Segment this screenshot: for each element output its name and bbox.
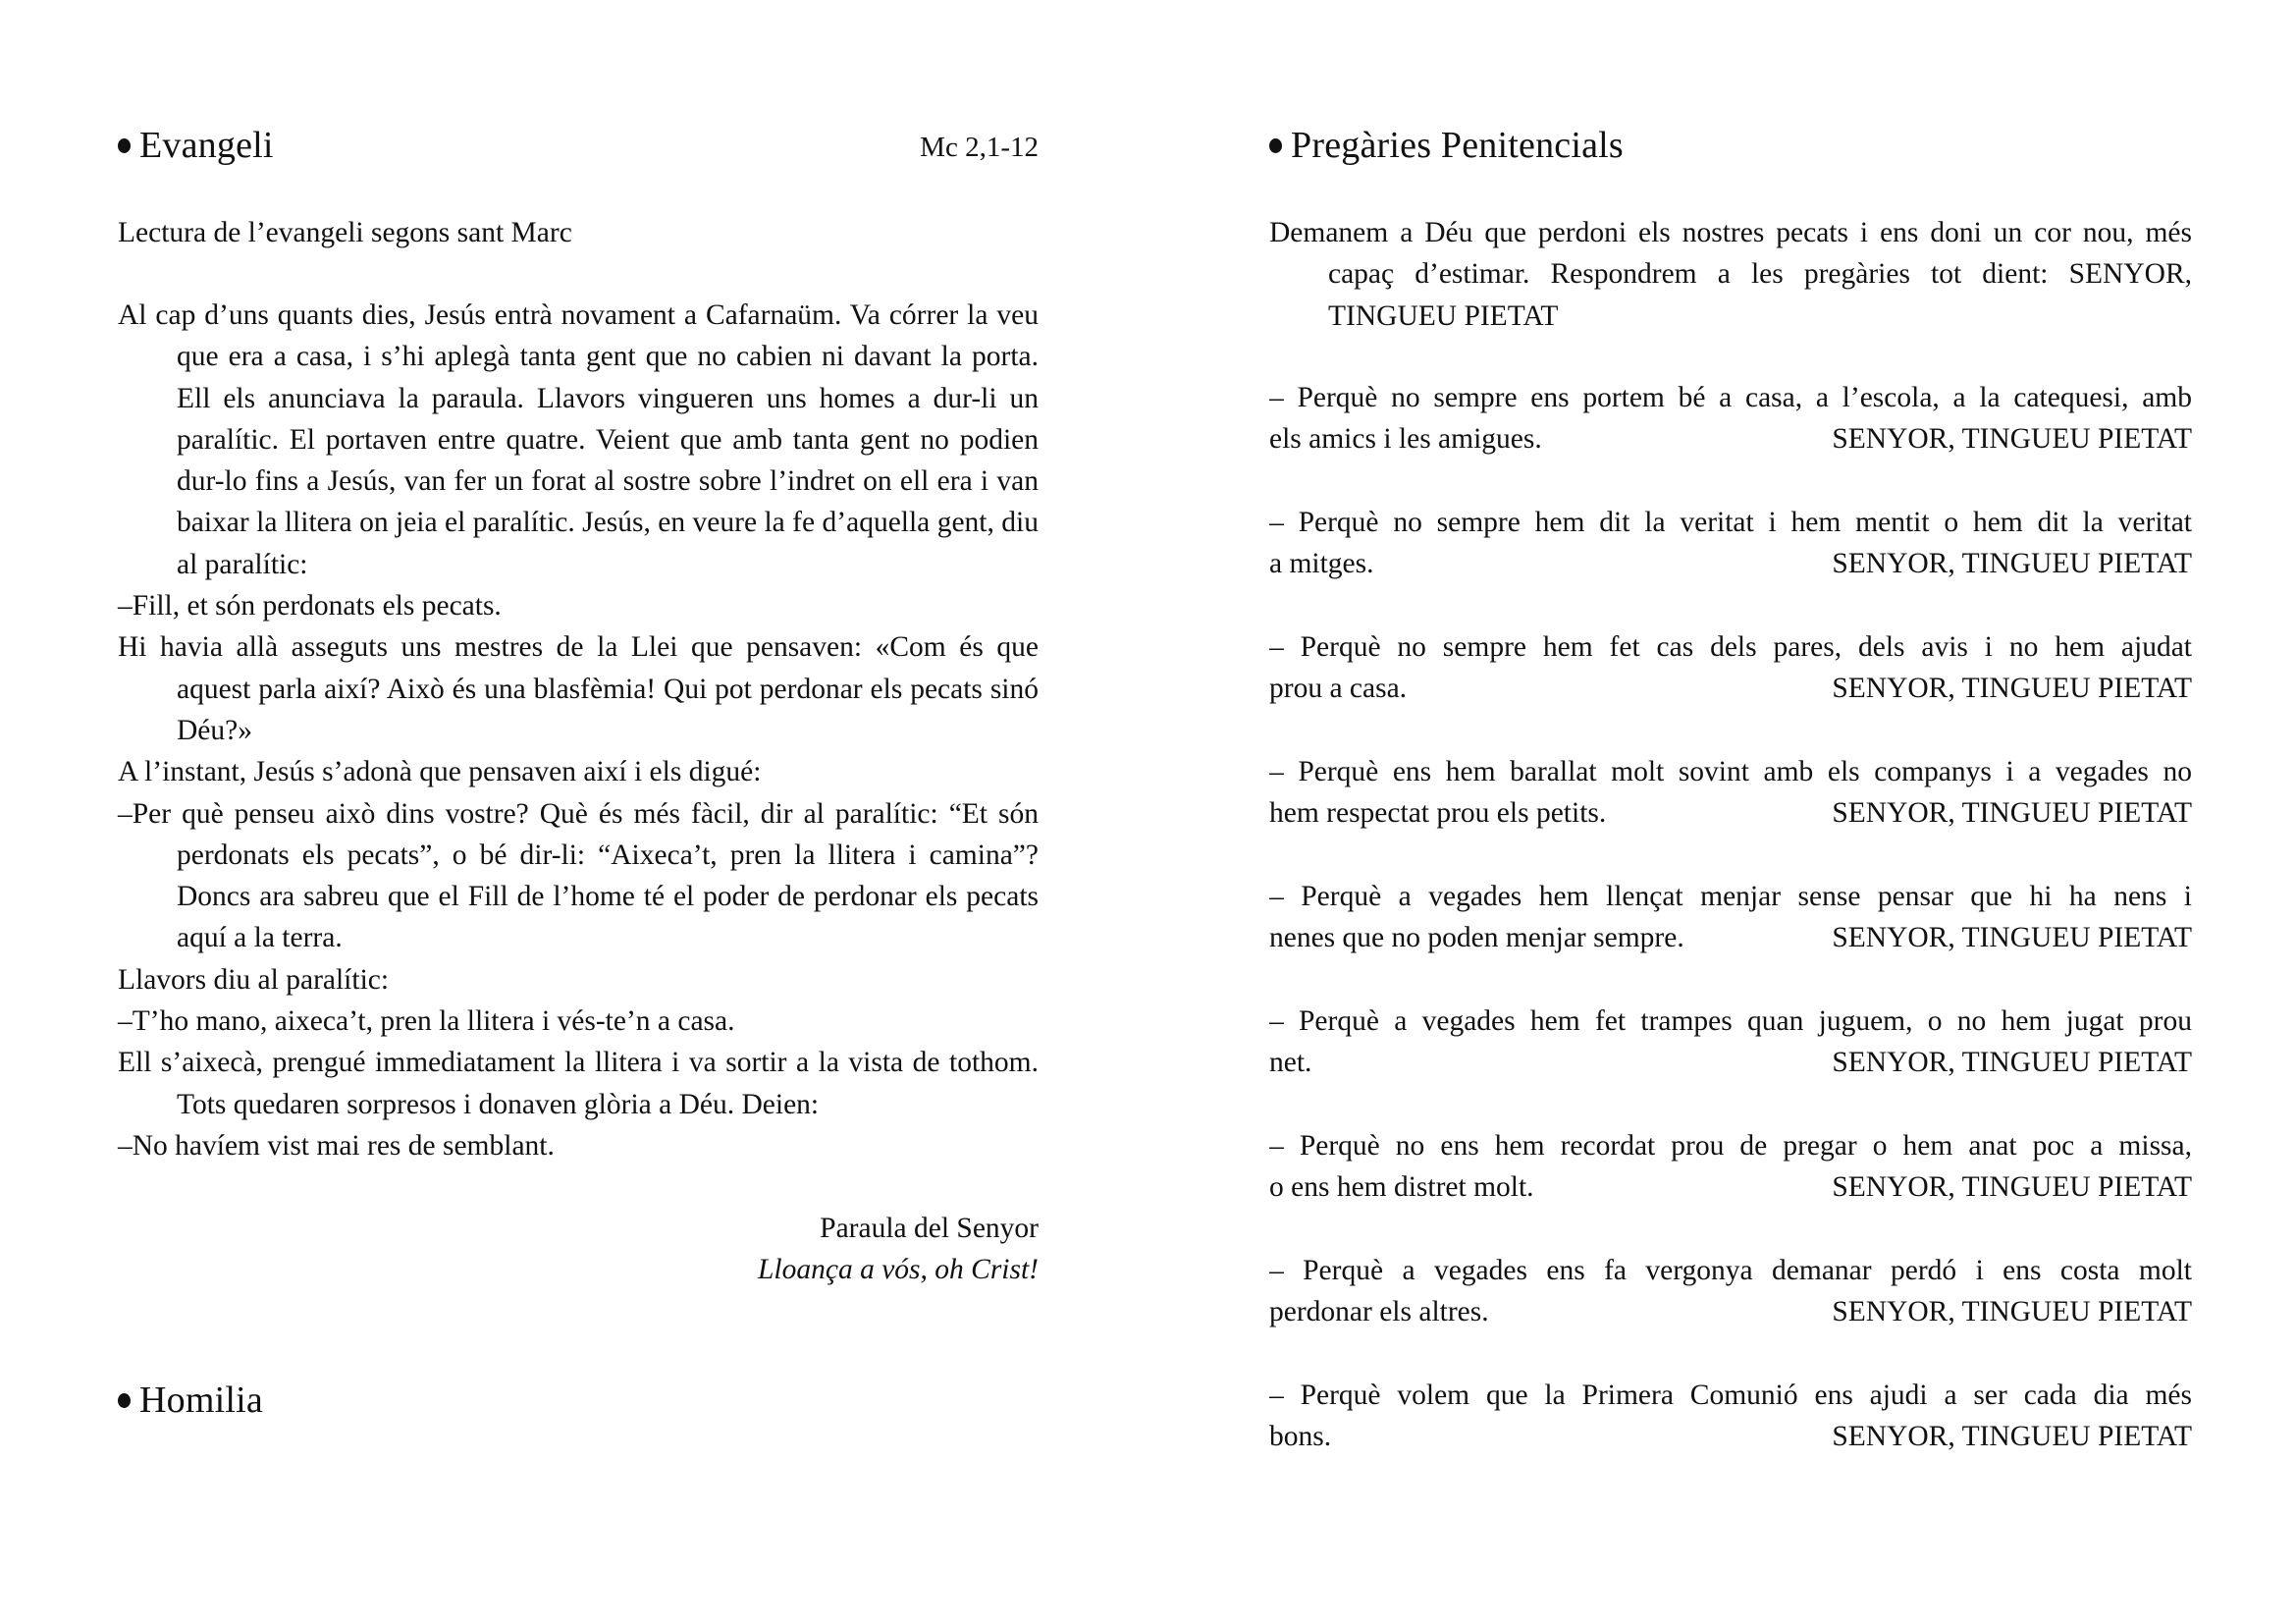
- prayer-line-continuation: net.: [1269, 1047, 1312, 1079]
- gospel-intro: Lectura de l’evangeli segons sant Marc: [118, 217, 572, 248]
- bullet-icon: [1269, 138, 1282, 153]
- gospel-paragraph: Hi havia allà asseguts uns mestres de la Llei que pensaven: «Com és que aquest parla així? Això és una blasfèmia! Qui pot perdonar els pecats sinó Déu?»: [118, 631, 1039, 746]
- prayer-line: – Perquè no ens hem recordat prou de pregar o hem anat poc a missa,: [1269, 1130, 2192, 1162]
- prayer-line-continuation: perdonar els altres.: [1269, 1296, 1489, 1328]
- prayer-item: [1269, 751, 2192, 835]
- bullet-icon: [118, 1393, 131, 1408]
- prayer-line: – Perquè a vegades hem fet trampes quan juguem, o no hem jugat prou: [1269, 1005, 2192, 1037]
- prayer-item: [1269, 377, 2192, 460]
- prayer-item: [1269, 626, 2192, 710]
- prayer-response: SENYOR, TINGUEU PIETAT: [1832, 1296, 2192, 1328]
- prayers-intro: Demanem a Déu que perdoni els nostres pecats i ens doni un cor nou, més capaç d’estimar. Respondrem a les pregàries tot dient: SENYOR, TINGUEU PIETAT: [1269, 217, 2192, 332]
- homily-heading-text: Homilia: [139, 1380, 263, 1421]
- bullet-icon: [118, 138, 131, 153]
- prayer-item: [1269, 876, 2192, 959]
- prayer-line: – Perquè no sempre ens portem bé a casa, a l’escola, a la catequesi, amb: [1269, 382, 2192, 413]
- section-heading-homily: [118, 1377, 263, 1424]
- prayer-response: SENYOR, TINGUEU PIETAT: [1832, 1421, 2192, 1453]
- prayer-line-continuation: els amics i les amigues.: [1269, 423, 1542, 456]
- gospel-heading-text: Evangeli: [139, 125, 274, 166]
- prayer-line-continuation: prou a casa.: [1269, 673, 1408, 705]
- prayer-line: – Perquè ens hem barallat molt sovint amb els companys i a vegades no: [1269, 756, 2192, 787]
- prayer-line-continuation: bons.: [1269, 1421, 1332, 1453]
- prayer-line-continuation: a mitges.: [1269, 548, 1374, 580]
- prayers-heading-text: Pregàries Penitencials: [1291, 125, 1624, 166]
- section-heading-gospel: [118, 122, 274, 169]
- gospel-paragraph: –T’ho mano, aixeca’t, pren la llitera i vés-te’n a casa.: [118, 1005, 735, 1038]
- prayer-response: SENYOR, TINGUEU PIETAT: [1832, 1047, 2192, 1079]
- prayer-response: SENYOR, TINGUEU PIETAT: [1832, 1171, 2192, 1204]
- prayer-line: – Perquè volem que la Primera Comunió ens ajudi a ser cada dia més: [1269, 1380, 2192, 1411]
- gospel-paragraph: Al cap d’uns quants dies, Jesús entrà novament a Cafarnaüm. Va córrer la veu que era a casa, i s’hi aplegà tanta gent que no cabien ni davant la porta. Ell els anunciava la paraula. Llavors vingueren uns homes a dur-li un paralític. El portaven entre quatre. Veient que amb tanta gent no podien dur-lo fins a Jesús, van fer un forat al sostre sobre l’indret on ell era i van baixar la llitera on jeia el paralític. Jesús, en veure la fe d’aquella gent, diu al paralític:: [118, 299, 1039, 580]
- prayer-line-end: [1269, 418, 2192, 460]
- prayer-line-continuation: o ens hem distret molt.: [1269, 1171, 1534, 1204]
- prayer-response: SENYOR, TINGUEU PIETAT: [1832, 673, 2192, 705]
- gospel-paragraph: A l’instant, Jesús s’adonà que pensaven així i els digué:: [118, 756, 762, 788]
- gospel-paragraph: –No havíem vist mai res de semblant.: [118, 1129, 555, 1162]
- prayer-line-end: [1269, 1291, 2192, 1332]
- gospel-closing: Paraula del Senyor: [820, 1213, 1039, 1244]
- gospel-paragraph: –Fill, et són perdonats els pecats.: [118, 590, 502, 623]
- prayer-response: SENYOR, TINGUEU PIETAT: [1832, 548, 2192, 580]
- prayer-item: [1269, 1125, 2192, 1209]
- prayer-item: [1269, 1250, 2192, 1333]
- prayer-response: SENYOR, TINGUEU PIETAT: [1832, 797, 2192, 830]
- gospel-paragraph: Llavors diu al paralític:: [118, 963, 390, 996]
- gospel-paragraph: Ell s’aixecà, prengué immediatament la llitera i va sortir a la vista de tothom. Tots quedaren sorpresos i donaven glòria a Déu. Deien:: [118, 1047, 1039, 1120]
- prayer-line-end: [1269, 1416, 2192, 1457]
- prayer-response: SENYOR, TINGUEU PIETAT: [1832, 423, 2192, 456]
- gospel-reference: Mc 2,1-12: [920, 132, 1039, 163]
- prayer-item: [1269, 1375, 2192, 1458]
- prayer-line-end: [1269, 917, 2192, 958]
- gospel-response: Lloança a vós, oh Crist!: [758, 1254, 1039, 1285]
- prayer-response: SENYOR, TINGUEU PIETAT: [1832, 922, 2192, 954]
- prayer-line-continuation: nenes que no poden menjar sempre.: [1269, 922, 1684, 954]
- gospel-paragraph: –Per què penseu això dins vostre? Què és més fàcil, dir al paralític: “Et són perdonats els pecats”, o bé dir-li: “Aixeca’t, pren la llitera i camina”? Doncs ara sabreu que el Fill de l’home té el poder de perdonar els pecats aquí a la terra.: [118, 797, 1039, 954]
- prayer-line-end: [1269, 792, 2192, 834]
- gospel-text: [118, 295, 1039, 1166]
- prayer-line-end: [1269, 668, 2192, 709]
- prayer-line-continuation: hem respectat prou els petits.: [1269, 797, 1607, 830]
- prayer-item: [1269, 502, 2192, 585]
- prayer-line-end: [1269, 543, 2192, 584]
- prayer-line-end: [1269, 1042, 2192, 1083]
- prayer-item: [1269, 1001, 2192, 1084]
- prayer-line: – Perquè a vegades hem llençat menjar sense pensar que hi ha nens i: [1269, 881, 2192, 912]
- prayer-line: – Perquè no sempre hem dit la veritat i hem mentit o hem dit la veritat: [1269, 507, 2192, 538]
- section-heading-prayers: [1269, 122, 1624, 169]
- prayer-line: – Perquè no sempre hem fet cas dels pares, dels avis i no hem ajudat: [1269, 631, 2192, 663]
- prayer-line: – Perquè a vegades ens fa vergonya demanar perdó i ens costa molt: [1269, 1255, 2192, 1286]
- prayer-line-end: [1269, 1166, 2192, 1208]
